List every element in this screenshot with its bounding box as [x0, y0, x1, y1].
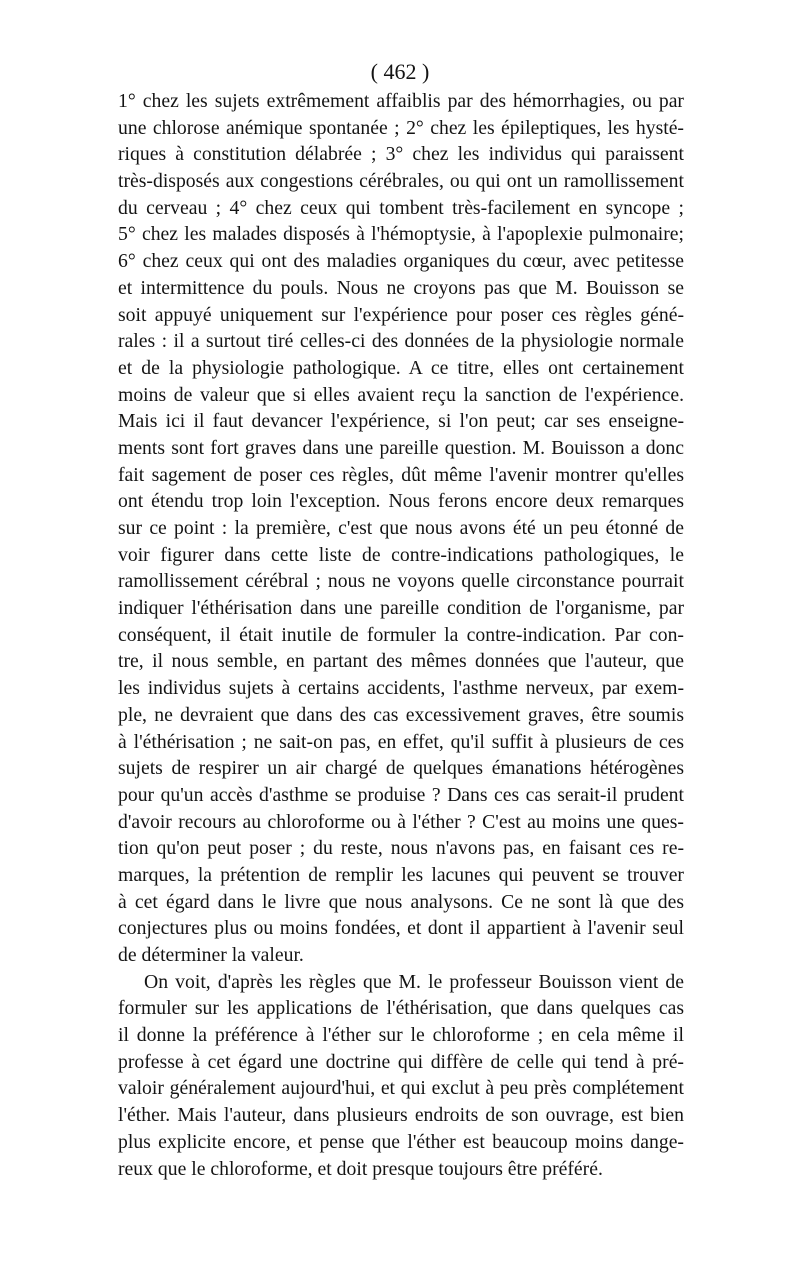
text-line: riques à constitution délabrée ; 3° chez les individus qui paraissent	[118, 143, 684, 166]
text-line: conjectures plus ou moins fondées, et dont il appartient à l'avenir seul	[118, 917, 684, 940]
paragraph	[118, 88, 684, 969]
text-line: fait sagement de poser ces règles, dût même l'avenir montrer qu'elles	[118, 463, 684, 486]
text-line: soit appuyé uniquement sur l'expérience pour poser ces règles géné-	[118, 303, 684, 326]
text-line: valoir généralement aujourd'hui, et qui exclut à peu près complétement	[118, 1077, 684, 1100]
text-line: marques, la prétention de remplir les lacunes qui peuvent se trouver	[118, 863, 684, 886]
text-line: à cet égard dans le livre que nous analysons. Ce ne sont là que des	[118, 890, 684, 913]
text-line: très-disposés aux congestions cérébrales, ou qui ont un ramollissement	[118, 170, 684, 193]
text-line: il donne la préférence à l'éther sur le chloroforme ; en cela même il	[118, 1024, 684, 1047]
text-line: ple, ne devraient que dans des cas excessivement graves, être soumis	[118, 703, 684, 726]
text-line: et intermittence du pouls. Nous ne croyons pas que M. Bouisson se	[118, 276, 684, 299]
text-line: ont étendu trop loin l'exception. Nous ferons encore deux remarques	[118, 490, 684, 513]
text-line: ramollissement cérébral ; nous ne voyons quelle circonstance pourrait	[118, 570, 684, 593]
page-number: ( 462 )	[370, 59, 430, 84]
text-line: plus explicite encore, et pense que l'éther est beaucoup moins dange-	[118, 1130, 684, 1153]
text-line: Mais ici il faut devancer l'expérience, si l'on peut; car ses enseigne-	[118, 410, 684, 433]
text-line: l'éther. Mais l'auteur, dans plusieurs endroits de son ouvrage, est bien	[118, 1104, 684, 1127]
text-line: tre, il nous semble, en partant des mêmes données que l'auteur, que	[118, 650, 684, 673]
text-line: formuler sur les applications de l'éthérisation, que dans quelques cas	[118, 997, 684, 1020]
text-line: moins de valeur que si elles avaient reçu la sanction de l'expérience.	[118, 383, 684, 406]
text-line: reux que le chloroforme, et doit presque toujours être préféré.	[118, 1157, 603, 1180]
paragraph	[118, 969, 684, 1183]
text-line: 5° chez les malades disposés à l'hémoptysie, à l'apoplexie pulmonaire;	[118, 223, 684, 246]
text-line: professe à cet égard une doctrine qui diffère de celle qui tend à pré-	[118, 1050, 684, 1073]
text-line: du cerveau ; 4° chez ceux qui tombent très-facilement en syncope ;	[118, 196, 684, 219]
body-text	[118, 88, 684, 1182]
text-line: indiquer l'éthérisation dans une pareille condition de l'organisme, par	[118, 597, 684, 620]
text-line: les individus sujets à certains accidents, l'asthme nerveux, par exem-	[118, 677, 684, 700]
text-line: sur ce point : la première, c'est que nous avons été un peu étonné de	[118, 517, 684, 539]
text-line: 6° chez ceux qui ont des maladies organiques du cœur, avec petitesse	[118, 250, 684, 273]
text-line: et de la physiologie pathologique. A ce titre, elles ont certainement	[118, 356, 684, 379]
text-line: conséquent, il était inutile de formuler la contre-indication. Par con-	[118, 623, 684, 646]
text-line: pour qu'un accès d'asthme se produise ? Dans ces cas serait-il prudent	[118, 783, 684, 806]
text-line: rales : il a surtout tiré celles-ci des données de la physiologie normale	[118, 330, 684, 353]
text-line: sujets de respirer un air chargé de quelques émanations hétérogènes	[118, 757, 684, 780]
text-line: ments sont fort graves dans une pareille question. M. Bouisson a donc	[118, 436, 684, 459]
text-line: une chlorose anémique spontanée ; 2° chez les épileptiques, les hysté-	[118, 116, 684, 139]
text-line: d'avoir recours au chloroforme ou à l'éther ? C'est au moins une ques-	[118, 810, 684, 833]
text-line: On voit, d'après les règles que M. le professeur Bouisson vient de	[144, 970, 684, 993]
text-line: tion qu'on peut poser ; du reste, nous n'avons pas, en faisant ces re-	[118, 837, 684, 860]
text-line: à l'éthérisation ; ne sait-on pas, en effet, qu'il suffit à plusieurs de ces	[118, 730, 684, 753]
text-line: 1° chez les sujets extrêmement affaiblis par des hémorrhagies, ou par	[118, 90, 684, 112]
text-line: voir figurer dans cette liste de contre-indications pathologiques, le	[118, 543, 684, 566]
text-line: de déterminer la valeur.	[118, 944, 304, 966]
